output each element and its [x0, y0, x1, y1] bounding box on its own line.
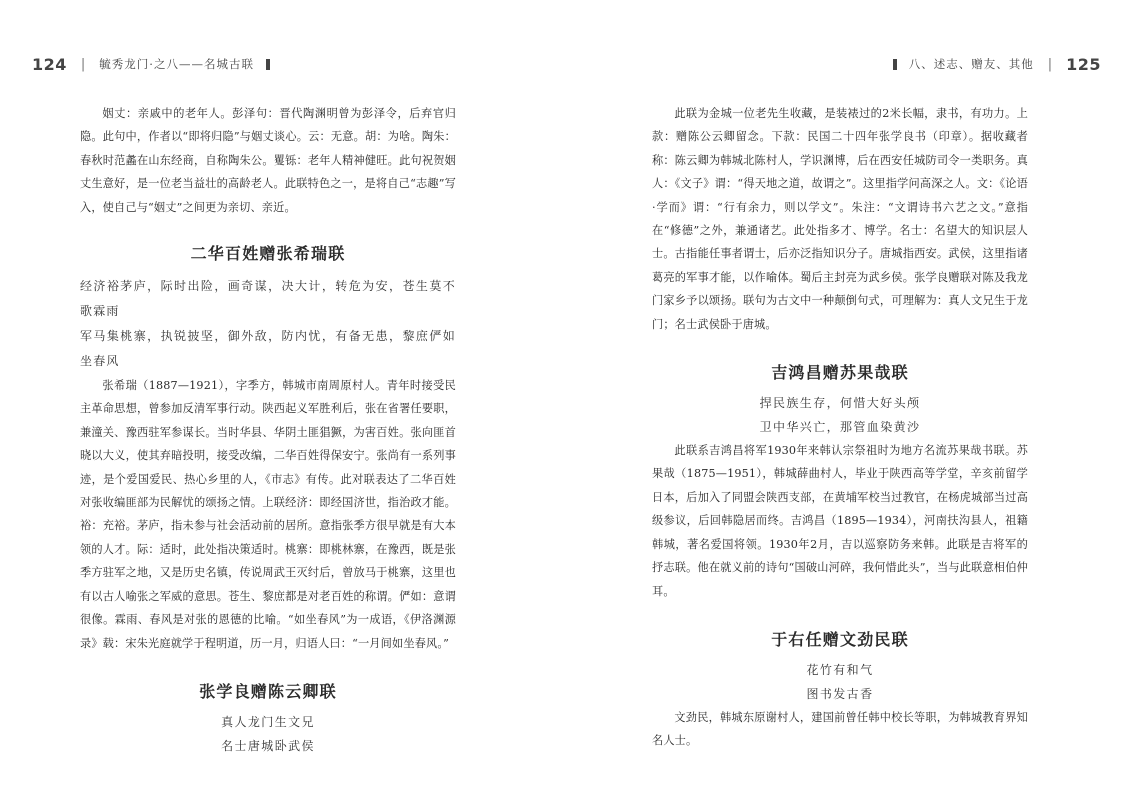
- page-number: 124: [32, 54, 67, 74]
- header-separator: |: [1047, 56, 1053, 72]
- header-bar-mark: [893, 59, 897, 70]
- couplet-line-1: 花竹有和气: [806, 662, 874, 677]
- couplet-line-2: 卫中华兴亡，那管血染黄沙: [759, 420, 921, 435]
- left-page-body: [80, 102, 456, 758]
- header-separator: |: [80, 56, 86, 72]
- couplet-line-2: 名士唐城卧武侯: [221, 738, 315, 753]
- left-page-header: [32, 52, 282, 76]
- couplet-line-1: 捍民族生存，何惜大好头颅: [759, 396, 921, 411]
- section-title: 吉鸿昌赠苏果哉联: [771, 363, 909, 383]
- couplet-line-1: 真人龙门生文兄: [221, 714, 315, 729]
- intro-paragraph: 姻丈：亲戚中的老年人。彭泽句：晋代陶渊明曾为彭泽令，后弃官归隐。此句中，作者以“即将归隐”与姻丈谈心。云：无意。胡：为啥。陶朱：春秋时范蠡在山东经商，自称陶朱公。矍铄：老年人精神健旺。此句祝贺姻丈生意好，是一位老当益壮的高龄老人。此联特色之一，是将自己“志趣”写入，使自己与“姻丈”之间更为亲切、亲近。: [80, 107, 456, 214]
- couplet: [80, 710, 456, 758]
- section-title: 于右任赠文劲民联: [771, 629, 909, 649]
- running-title: 毓秀龙门·之八——名城古联: [99, 57, 254, 71]
- right-page-body: [652, 102, 1028, 753]
- couplet-line-1: 经济裕茅庐，际时出险，画奇谋，决大计，转危为安，苍生莫不歌霖雨: [80, 279, 456, 319]
- couplet: [652, 391, 1028, 439]
- section-title: 张学良赠陈云卿联: [199, 681, 337, 701]
- page-number: 125: [1066, 54, 1101, 74]
- section-paragraph: 此联系吉鸿昌将军1930年来韩认宗祭祖时为地方名流苏果哉书联。苏果哉（1875—1951），韩城薛曲村人，毕业于陕西高等学堂，辛亥前留学日本，后加入了同盟会陕西支部，在黄埔军校当过教官，在杨虎城部当过高级参议，后回韩隐居而终。吉鸿昌（1895—1934），河南扶沟县人，祖籍韩城，著名爱国将领。1930年2月，吉以巡察防务来韩。此联是吉将军的抒志联。他在就义前的诗句“国破山河碎，我何惜此头”，当与此联意相伯仲耳。: [652, 444, 1028, 598]
- header-bar-mark: [266, 59, 270, 70]
- left-page: [0, 0, 566, 799]
- couplet: [80, 274, 456, 374]
- right-page: [566, 0, 1133, 799]
- section-paragraph: 张希瑞（1887—1921），字季方，韩城市南周原村人。青年时接受民主革命思想，曾参加反清军事行动。陕西起义军胜利后，张在省署任要职，兼潼关、豫西驻军参谋长。当时华县、华阴土匪猖獗，为害百姓。张向匪首晓以大义，使其弃暗投明，接受改编，二华百姓得保安宁。张尚有一系列事迹，是个爱国爱民、热心乡里的人，《市志》有传。此对联表达了二华百姓对张收编匪部为民解忧的颂扬之情。上联经济：即经国济世，指治政才能。裕：充裕。茅庐，指未参与社会活动前的居所。意指张季方很早就是有大本领的人才。际：适时，此处指决策适时。桃寨：即桃林寨，在豫西，既是张季方驻军之地，又是历史名镇，传说周武王灭纣后，曾放马于桃寨，这里也有以古人喻张之军威的意思。苍生、黎庶都是对老百姓的称谓。俨如：意谓很像。霖雨、春风是对张的恩德的比喻。“如坐春风”为一成语，《伊洛渊源录》载：宋朱光庭就学于程明道，历一月，归语人曰：“一月间如坐春风。”: [80, 379, 456, 650]
- section-title: 二华百姓赠张希瑞联: [190, 244, 346, 264]
- running-title: 八、述志、赠友、其他: [908, 57, 1034, 71]
- couplet-line-2: 图书发古香: [806, 686, 874, 701]
- couplet-line-2: 军马集桃寨，执锐披坚，御外敌，防内忧，有备无患，黎庶俨如坐春风: [80, 329, 456, 369]
- section-paragraph: 文劲民，韩城东原谢村人，建国前曾任韩中校长等职，为韩城教育界知名人士。: [652, 710, 1028, 748]
- right-page-header: [881, 52, 1101, 76]
- intro-paragraph: 此联为金城一位老先生收藏，是装裱过的2米长幅，隶书，有功力。上款：赠陈公云卿留念。下款：民国二十四年张学良书（印章）。据收藏者称：陈云卿为韩城北陈村人，学识渊博，后在西安任城防司令一类职务。真人：《文子》谓：“得天地之道，故谓之”。这里指学问高深之人。文：《论语·学而》谓：“行有余力，则以学文”。朱注：“文谓诗书六艺之文。”意指在“修德”之外，兼通诸艺。此处指多才、博学。名士：名望大的知识层人士。古指能任事者谓士，后亦泛指知识分子。唐城指西安。武侯，这里指诸葛亮的军事才能，以作喻体。蜀后主封亮为武乡侯。张学良赠联对陈及我龙门家乡予以颂扬。联句为古文中一种颠倒句式，可理解为：真人文兄生于龙门；名士武侯卧于唐城。: [652, 107, 1028, 331]
- couplet: [652, 658, 1028, 706]
